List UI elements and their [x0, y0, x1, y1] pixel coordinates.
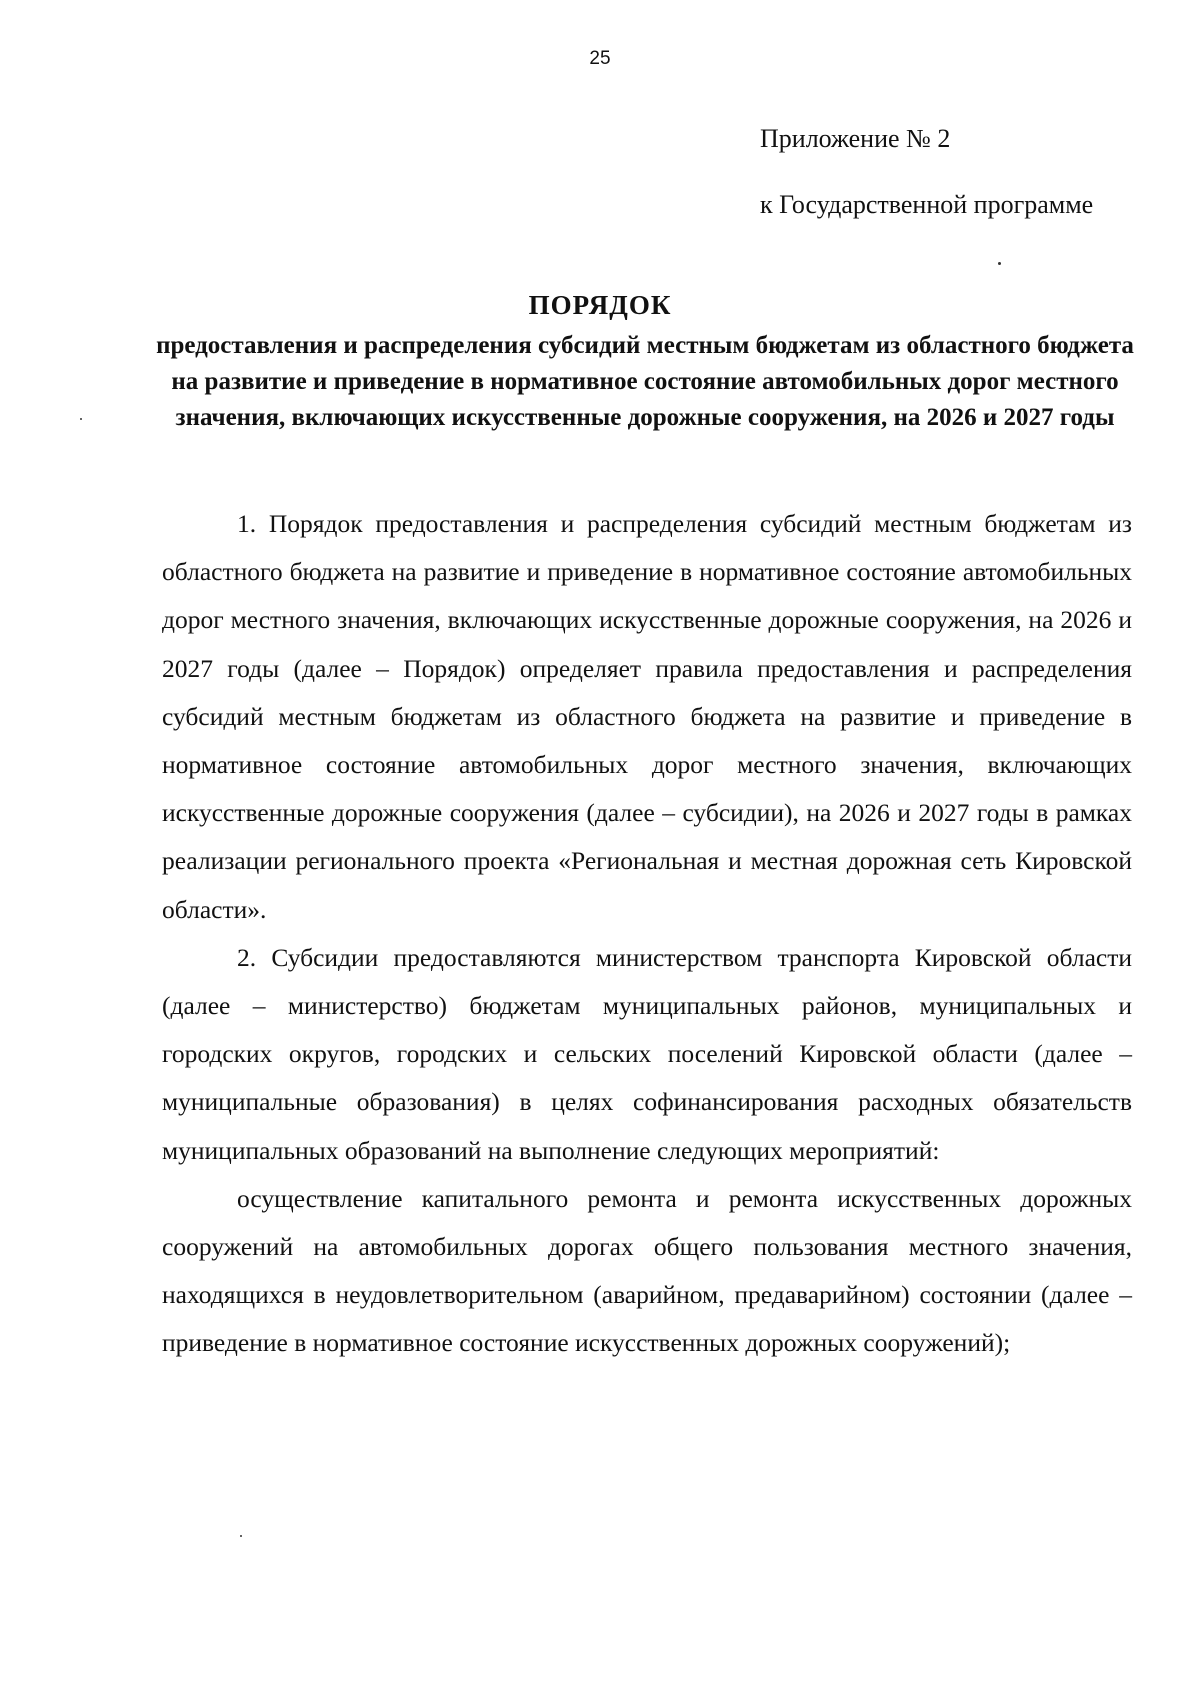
scan-speck	[998, 262, 1001, 265]
page-number: 25	[589, 48, 611, 69]
paragraph-1: 1. Порядок предоставления и распределения субсидий местным бюджетам из областного бюджета на развитие и приведение в нормативное состояние автомобильных дорог местного значения, включающих искусственные дорожные сооружения, на 2026 и 2027 годы (далее – Порядок) определяет правила предоставления и распределения субсидий местным бюджетам из областного бюджета на развитие и приведение в нормативное состояние автомобильных дорог местного значения, включающих искусственные дорожные сооружения (далее – субсидии), на 2026 и 2027 годы в рамках реализации регионального проекта «Региональная и местная дорожная сеть Кировской области».	[162, 509, 1132, 924]
paragraph-2: 2. Субсидии предоставляются министерством транспорта Кировской области (далее – министерство) бюджетам муниципальных районов, муниципальных и городских округов, городских и сельских поселений Кировской области (далее – муниципальные образования) в целях софинансирования расходных обязательств муниципальных образований на выполнение следующих мероприятий:	[162, 942, 1132, 1165]
document-subtitle: предоставления и распределения субсидий местным бюджетам из областного бюджета на развитие и приведение в нормативное состояние автомобильных дорог местного значения, включающих искусственные дорожные сооружения, на 2026 и 2027 годы	[156, 332, 1134, 431]
scan-speck	[240, 1535, 242, 1537]
appendix-reference: к Государственной программе	[760, 190, 1094, 219]
scan-speck	[80, 418, 82, 420]
paragraph-3: осуществление капитального ремонта и ремонта искусственных дорожных сооружений на автомобильных дорогах общего пользования местного значения, находящихся в неудовлетворительном (аварийном, предаварийном) состоянии (далее – приведение в нормативное состояние искусственных дорожных сооружений);	[162, 1183, 1132, 1358]
appendix-label: Приложение № 2	[760, 124, 951, 153]
document-title: ПОРЯДОК	[528, 290, 672, 320]
document-body	[162, 500, 1132, 1368]
